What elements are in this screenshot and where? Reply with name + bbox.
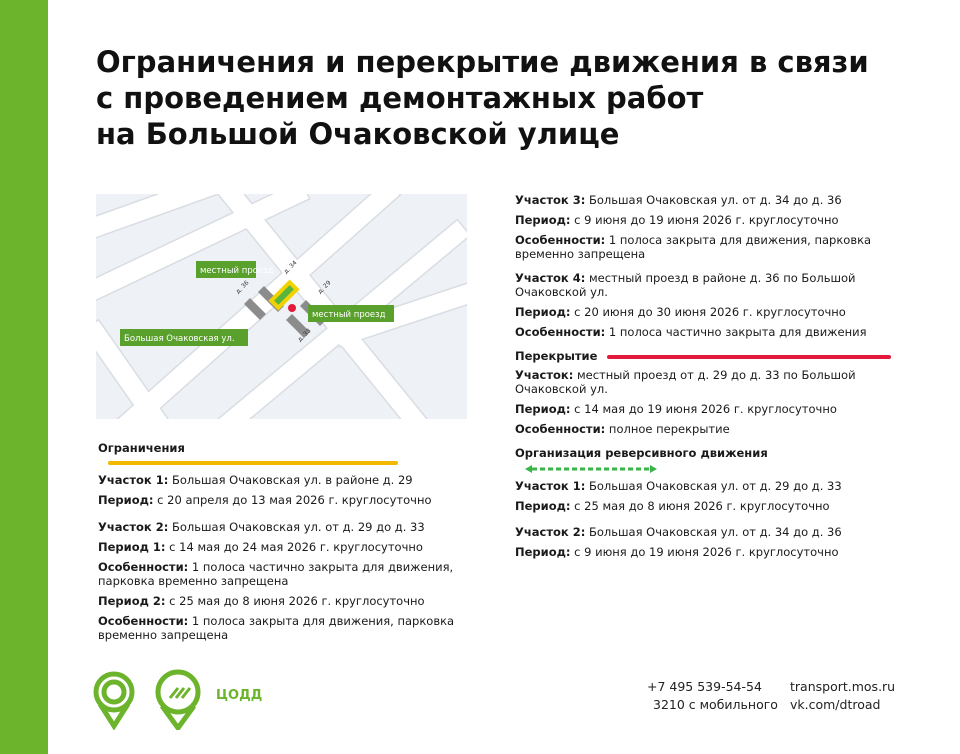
title-line-3: на Большой Очаковской улице	[96, 117, 620, 151]
map-label-main-street	[120, 329, 248, 346]
reverse-section-2: Участок 2: Большая Очаковская ул. от д. 34 до д. 36	[515, 525, 842, 539]
closure-block	[515, 349, 895, 436]
green-side-bar	[0, 0, 48, 754]
logo-nine-1-icon	[96, 674, 132, 726]
reverse-legend-arrow	[525, 463, 657, 473]
page-title	[96, 44, 896, 152]
restriction-section-1-period: Период: с 20 апреля до 13 мая 2026 г. круглосуточно	[98, 493, 432, 507]
closure-period: Период: с 14 мая до 19 июня 2026 г. круглосуточно	[515, 402, 837, 416]
restriction-section-2-period-2: Период 2: с 25 мая до 8 июня 2026 г. круглосуточно	[98, 594, 425, 608]
logo-nine-2-icon	[158, 672, 198, 728]
reverse-section-2-period: Период: с 9 июня до 19 июня 2026 г. круглосуточно	[515, 545, 839, 559]
house-number-34: д. 34	[282, 259, 299, 276]
title-line-2: с проведением демонтажных работ	[96, 81, 704, 115]
restriction-section-2: Участок 2: Большая Очаковская ул. от д. 29 до д. 33	[98, 520, 425, 534]
map-label-local-road-2-text: местный проезд	[312, 310, 386, 320]
contact-phones	[647, 678, 778, 714]
logo-road-lines-icon	[170, 688, 190, 698]
map-svg	[96, 194, 467, 419]
house-number-29: д. 29	[316, 279, 333, 296]
restrictions-block	[98, 441, 478, 642]
house-number-33: д. 33	[296, 327, 313, 344]
map-label-local-road-1	[196, 261, 274, 278]
reverse-section-1: Участок 1: Большая Очаковская ул. от д. 29 до д. 33	[515, 479, 842, 493]
restriction-section-3: Участок 3: Большая Очаковская ул. от д. 34 до д. 36	[515, 193, 842, 207]
street-map	[96, 194, 467, 419]
reverse-heading: Организация реверсивного движения	[515, 446, 895, 474]
contact-links	[790, 678, 895, 714]
map-label-main-street-text: Большая Очаковская ул.	[124, 334, 235, 344]
restriction-section-2-features-2: Особенности: 1 полоса закрыта для движения, парковка временно запрещена	[98, 614, 455, 642]
restriction-section-4-features: Особенности: 1 полоса частично закрыта для движения	[515, 325, 867, 339]
vk-link[interactable]: vk.com/dtroad	[790, 697, 881, 712]
phone-number[interactable]: +7 495 539-54-54	[647, 679, 762, 694]
mobile-short-number[interactable]: 3210 с мобильного	[653, 697, 778, 712]
restriction-section-1: Участок 1: Большая Очаковская ул. в районе д. 29	[98, 473, 413, 487]
closure-legend-line	[607, 355, 891, 359]
restriction-section-4: Участок 4: местный проезд в районе д. 36 по Большой Очаковской ул.	[515, 271, 856, 299]
site-link[interactable]: transport.mos.ru	[790, 679, 896, 694]
restriction-section-3-features: Особенности: 1 полоса закрыта для движения, парковка временно запрещена	[515, 233, 872, 261]
restriction-section-2-features-1: Особенности: 1 полоса частично закрыта для движения, парковка временно запрещена	[98, 560, 454, 588]
house-number-36: д. 36	[234, 279, 251, 296]
org-name: ЦОДД	[216, 688, 263, 703]
restrictions-heading: Ограничения	[98, 441, 478, 469]
restrictions-continued-block	[515, 193, 895, 339]
restriction-section-3-period: Период: с 9 июня до 19 июня 2026 г. круглосуточно	[515, 213, 839, 227]
restriction-section-2-period-1: Период 1: с 14 мая до 24 мая 2026 г. круглосуточно	[98, 540, 423, 554]
closure-section: Участок: местный проезд от д. 29 до д. 33 по Большой Очаковской ул.	[515, 368, 856, 396]
reverse-traffic-block	[515, 446, 895, 559]
closure-heading: Перекрытие	[515, 349, 895, 363]
map-label-local-road-1-text: местный проезд	[200, 266, 274, 276]
restriction-section-4-period: Период: с 20 июня до 30 июня 2026 г. круглосуточно	[515, 305, 846, 319]
closure-mark	[288, 304, 296, 312]
title-line-1: Ограничения и перекрытие движения в связи	[96, 45, 869, 79]
restriction-legend-line	[108, 461, 398, 465]
reverse-section-1-period: Период: с 25 мая до 8 июня 2026 г. круглосуточно	[515, 499, 830, 513]
map-label-local-road-2	[308, 305, 394, 322]
closure-features: Особенности: полное перекрытие	[515, 422, 730, 436]
